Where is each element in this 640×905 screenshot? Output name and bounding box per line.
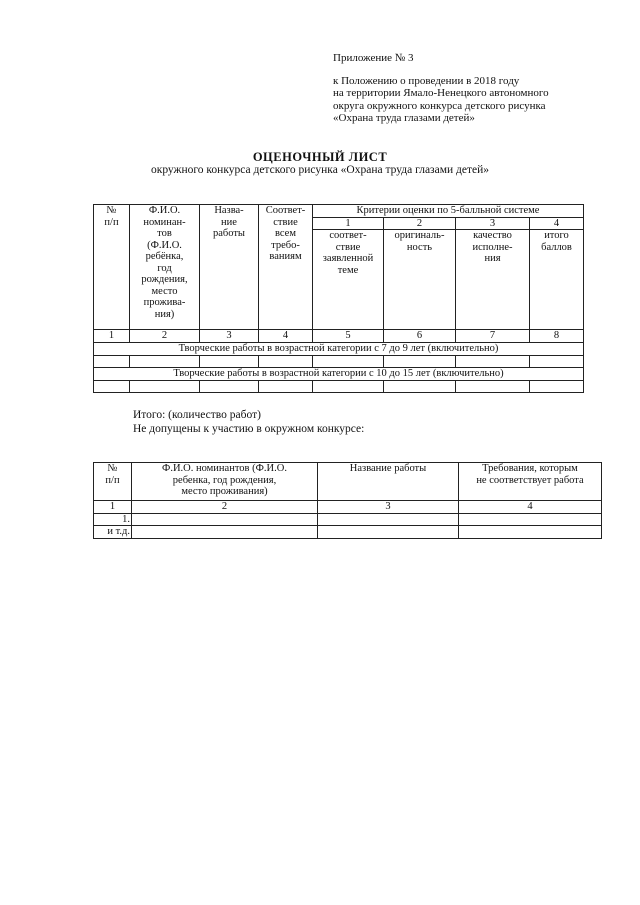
column-number: 6	[384, 330, 456, 343]
appendix-line: к Положению о проведении в 2018 году	[333, 74, 520, 87]
column-number: 4	[259, 330, 313, 343]
column-number: 4	[459, 501, 602, 514]
criterion-quality: качество исполне- ния	[456, 230, 530, 330]
criterion-theme: соответ- ствие заявленной теме	[313, 230, 384, 330]
table-row	[94, 526, 602, 539]
appendix-line: на территории Ямало-Ненецкого автономного	[333, 87, 549, 99]
column-number: 1	[94, 330, 130, 343]
criteria-num: 4	[530, 217, 584, 230]
section-age-10-15: Творческие работы в возрастной категории с 10 до 15 лет (включительно)	[94, 367, 584, 380]
row-number: и т.д.	[94, 526, 132, 539]
appendix-line: «Охрана труда глазами детей»	[333, 112, 475, 124]
appendix-block	[333, 52, 623, 125]
column-number: 3	[200, 330, 259, 343]
criteria-num: 2	[384, 217, 456, 230]
column-number: 8	[530, 330, 584, 343]
totals-count-line: Итого: (количество работ)	[133, 409, 261, 421]
header-work-title: Назва- ние работы	[200, 205, 259, 330]
header-num: № п/п	[94, 205, 130, 330]
criteria-num: 3	[456, 217, 530, 230]
appendix-line: округа окружного конкурса детского рисунка	[333, 99, 546, 112]
evaluation-table	[93, 204, 584, 393]
column-number: 5	[313, 330, 384, 343]
criteria-num: 1	[313, 217, 384, 230]
header-work-title: Название работы	[318, 463, 459, 501]
totals-block	[133, 408, 364, 436]
header-compliance: Соответ- ствие всем требо- ваниям	[259, 205, 313, 330]
row-number: 1.	[94, 513, 132, 526]
excluded-table	[93, 462, 602, 539]
header-criteria: Критерии оценки по 5-балльной системе	[313, 205, 584, 218]
empty-row	[94, 355, 584, 367]
header-num: № п/п	[94, 463, 132, 501]
not-admitted-line: Не допущены к участию в окружном конкурсе:	[133, 423, 365, 435]
header-nominee: Ф.И.О. номинан- тов (Ф.И.О. ребёнка, год рождения, место прожива- ния)	[130, 205, 200, 330]
appendix-number: Приложение № 3	[333, 52, 414, 64]
table-row	[94, 513, 602, 526]
criterion-total: итого баллов	[530, 230, 584, 330]
section-age-7-9: Творческие работы в возрастной категории с 7 до 9 лет (включительно)	[94, 342, 584, 355]
column-number: 2	[130, 330, 200, 343]
empty-row	[94, 380, 584, 392]
page-subtitle: окружного конкурса детского рисунка «Охрана труда глазами детей»	[150, 164, 489, 176]
header-requirements: Требования, которым не соответствует работа	[459, 463, 602, 501]
column-number: 3	[318, 501, 459, 514]
page-title: ОЦЕНОЧНЫЙ ЛИСТ	[252, 150, 388, 164]
column-number: 1	[94, 501, 132, 514]
criterion-originality: оригиналь- ность	[384, 230, 456, 330]
column-number: 2	[132, 501, 318, 514]
column-number: 7	[456, 330, 530, 343]
header-nominee: Ф.И.О. номинантов (Ф.И.О. ребенка, год рождения, место проживания)	[132, 463, 318, 501]
